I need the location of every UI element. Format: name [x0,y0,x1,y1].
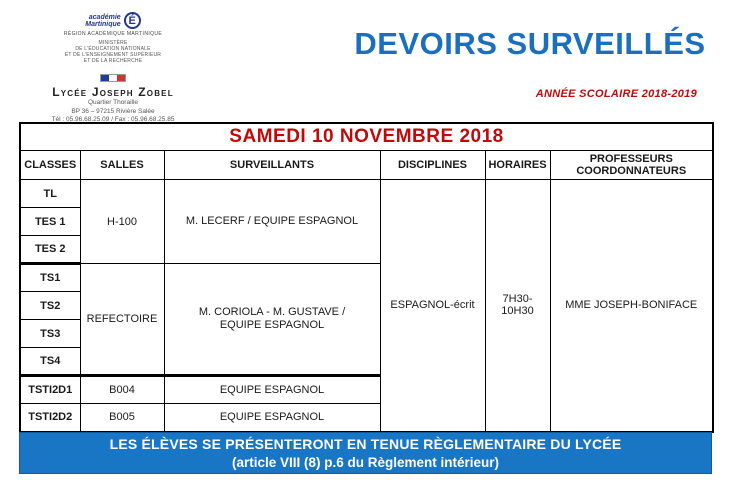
academy-name-line2: Martinique [85,20,121,28]
address-line2: BP 36 – 97215 Rivière Salée [71,107,155,115]
col-header-classes: CLASSES [20,151,80,180]
class-cell: TS4 [20,348,80,376]
class-cell: TSTI2D2 [20,404,80,432]
class-cell: TS3 [20,320,80,348]
exam-schedule-table [19,122,714,433]
professeur-cell: MME JOSEPH-BONIFACE [550,180,713,432]
ministry-line: MINISTÈRE [98,40,128,46]
phone-fax-line: Tél : 05.96.68.25.09 / Fax : 05.96.68.25.85 [51,116,175,123]
date-title: SAMEDI 10 NOVEMBRE 2018 [20,123,713,151]
discipline-cell: ESPAGNOL-écrit [380,180,485,432]
academy-badge-icon: É [124,12,141,29]
surveillants-line: M. CORIOLA - M. GUSTAVE / [198,306,346,318]
academy-name [85,14,120,28]
col-header-disciplines: DISCIPLINES [380,151,485,180]
class-cell: TES 2 [20,236,80,264]
class-cell: TL [20,180,80,208]
academie-martinique-logo [18,12,208,29]
class-cell: TSTI2D1 [20,376,80,404]
salle-cell: REFECTOIRE [80,264,164,376]
col-header-professeurs: PROFESSEURS COORDONNATEURS [550,151,713,180]
french-flag-icon [100,74,126,82]
surveillants-cell [164,404,380,432]
salle-cell: B005 [80,404,164,432]
class-cell: TES 1 [20,208,80,236]
notice-line1: LES ÉLÈVES SE PRÉSENTERONT EN TENUE RÈGLEMENTAIRE DU LYCÉE [109,435,622,452]
academy-name-line1: académie [88,13,121,21]
horaire-cell: 7H30-10H30 [485,180,550,432]
col-header-salles: SALLES [80,151,164,180]
ministry-line: DE L'ÉDUCATION NATIONALE [75,46,151,52]
surveillants-cell [164,376,380,404]
ministry-line: ET DE L'ENSEIGNEMENT SUPÉRIEUR [64,52,162,58]
page-title: DEVOIRS SURVEILLÉS [354,26,706,61]
school-name: Lycée Joseph Zobel [52,85,174,99]
surveillants-line: M. LECERF / EQUIPE ESPAGNOL [185,215,359,227]
ministry-block [18,40,208,64]
region-line: RÉGION ACADÉMIQUE MARTINIQUE [63,31,163,37]
surveillants-line: EQUIPE ESPAGNOL [219,383,325,396]
salle-cell: H-100 [80,180,164,264]
col-header-horaires: HORAIRES [485,151,550,180]
uniform-notice-banner [19,432,712,474]
class-cell: TS1 [20,264,80,292]
surveillants-line: EQUIPE ESPAGNOL [219,319,325,331]
surveillants-cell [164,180,380,264]
notice-line2: (article VIII (8) p.6 du Règlement intérieur) [231,454,500,470]
col-header-surveillants: SURVEILLANTS [164,151,380,180]
school-year-label: ANNÉE SCOLAIRE 2018-2019 [535,88,697,100]
surveillants-cell [164,264,380,376]
class-cell: TS2 [20,292,80,320]
ministry-line: ET DE LA RECHERCHE [83,58,143,64]
surveillants-line: EQUIPE ESPAGNOL [219,410,325,423]
salle-cell: B004 [80,376,164,404]
address-line1: Quartier Thoraille [87,99,139,106]
